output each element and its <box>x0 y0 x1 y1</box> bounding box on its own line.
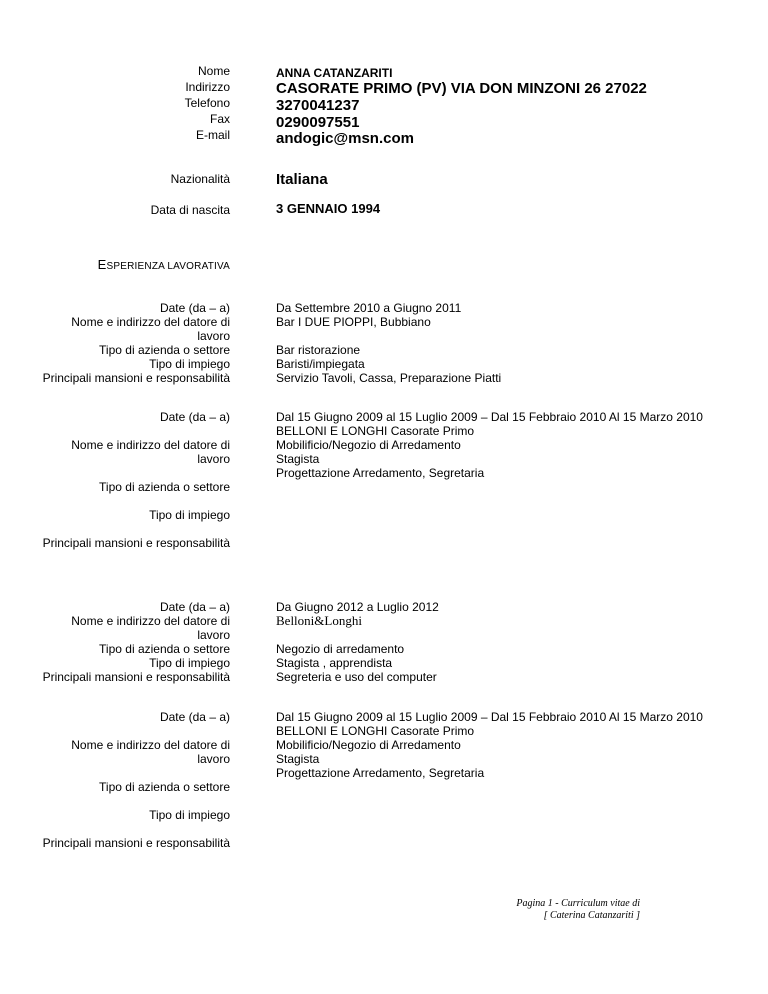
value-telefono: 3270041237 <box>276 97 360 114</box>
value-date: Dal 15 Giugno 2009 al 15 Luglio 2009 – Dal 15 Febbraio 2010 Al 15 Marzo 2010 <box>276 710 703 724</box>
value-tipo-azienda: Bar ristorazione <box>276 343 361 357</box>
value-date: Da Giugno 2012 a Luglio 2012 <box>276 600 439 614</box>
label-mansioni: Principali mansioni e responsabilità <box>42 371 230 385</box>
value-datore: Bar I DUE PIOPPI, Bubbiano <box>276 315 431 329</box>
label-nome: Nome <box>197 64 230 78</box>
label-mansioni: Principali mansioni e responsabilità <box>42 836 230 850</box>
label-tipo-azienda: Tipo di azienda o settore <box>99 343 230 357</box>
value-nome: ANNA CATANZARITI <box>276 66 393 80</box>
label-datore: Nome e indirizzo del datore di <box>71 738 230 752</box>
value-mansioni: Segreteria e uso del computer <box>276 670 437 684</box>
label-mansioni: Principali mansioni e responsabilità <box>42 536 230 550</box>
value-tipo-azienda: Mobilificio/Negozio di Arredamento <box>276 438 461 452</box>
label-fax: Fax <box>209 112 230 126</box>
value-nazionalita: Italiana <box>276 171 328 188</box>
footer-author: [ Caterina Catanzariti ] <box>543 910 640 921</box>
page-footer <box>516 898 640 922</box>
value-fax: 0290097551 <box>276 114 360 131</box>
section-heading-initial: E <box>97 257 107 272</box>
value-tipo-azienda: Mobilificio/Negozio di Arredamento <box>276 738 461 752</box>
label-indirizzo: Indirizzo <box>185 80 230 94</box>
value-data-nascita: 3 GENNAIO 1994 <box>276 201 381 216</box>
label-tipo-impiego: Tipo di impiego <box>149 656 230 670</box>
section-heading <box>98 257 230 272</box>
label-tipo-impiego: Tipo di impiego <box>149 808 230 822</box>
value-tipo-impiego: Stagista , apprendista <box>276 656 393 670</box>
value-datore: Belloni&Longhi <box>276 613 362 628</box>
label-date: Date (da – a) <box>159 410 230 424</box>
label-datore-cont: lavoro <box>197 329 230 343</box>
value-mansioni: Progettazione Arredamento, Segretaria <box>276 766 485 780</box>
label-datore: Nome e indirizzo del datore di <box>71 438 230 452</box>
label-datore: Nome e indirizzo del datore di <box>71 614 230 628</box>
label-email: E-mail <box>195 128 230 142</box>
value-tipo-impiego: Baristi/impiegata <box>276 357 365 371</box>
value-tipo-impiego: Stagista <box>276 752 320 766</box>
label-data-nascita: Data di nascita <box>150 203 230 217</box>
value-tipo-impiego: Stagista <box>276 452 320 466</box>
footer-page-label: Pagina 1 - Curriculum vitae di <box>516 898 640 909</box>
value-datore: BELLONI E LONGHI Casorate Primo <box>276 724 475 738</box>
label-mansioni: Principali mansioni e responsabilità <box>42 670 230 684</box>
label-tipo-impiego: Tipo di impiego <box>149 508 230 522</box>
value-date: Dal 15 Giugno 2009 al 15 Luglio 2009 – Dal 15 Febbraio 2010 Al 15 Marzo 2010 <box>276 410 703 424</box>
label-datore-cont: lavoro <box>197 752 230 766</box>
label-datore-cont: lavoro <box>197 452 230 466</box>
value-datore: BELLONI E LONGHI Casorate Primo <box>276 424 475 438</box>
value-mansioni: Servizio Tavoli, Cassa, Preparazione Piatti <box>276 371 502 385</box>
label-tipo-azienda: Tipo di azienda o settore <box>99 780 230 794</box>
value-indirizzo: CASORATE PRIMO (PV) VIA DON MINZONI 26 27022 <box>276 80 647 97</box>
label-date: Date (da – a) <box>159 301 230 315</box>
label-date: Date (da – a) <box>159 600 230 614</box>
section-heading-rest: SPERIENZA LAVORATIVA <box>106 261 230 272</box>
label-datore-cont: lavoro <box>197 628 230 642</box>
value-mansioni: Progettazione Arredamento, Segretaria <box>276 466 485 480</box>
value-email: andogic@msn.com <box>276 130 414 147</box>
label-nazionalita: Nazionalità <box>170 172 230 186</box>
label-telefono: Telefono <box>184 96 230 110</box>
label-datore: Nome e indirizzo del datore di <box>71 315 230 329</box>
label-tipo-azienda: Tipo di azienda o settore <box>99 480 230 494</box>
label-date: Date (da – a) <box>159 710 230 724</box>
label-tipo-azienda: Tipo di azienda o settore <box>99 642 230 656</box>
value-date: Da Settembre 2010 a Giugno 2011 <box>276 301 462 315</box>
value-tipo-azienda: Negozio di arredamento <box>276 642 405 656</box>
label-tipo-impiego: Tipo di impiego <box>149 357 230 371</box>
